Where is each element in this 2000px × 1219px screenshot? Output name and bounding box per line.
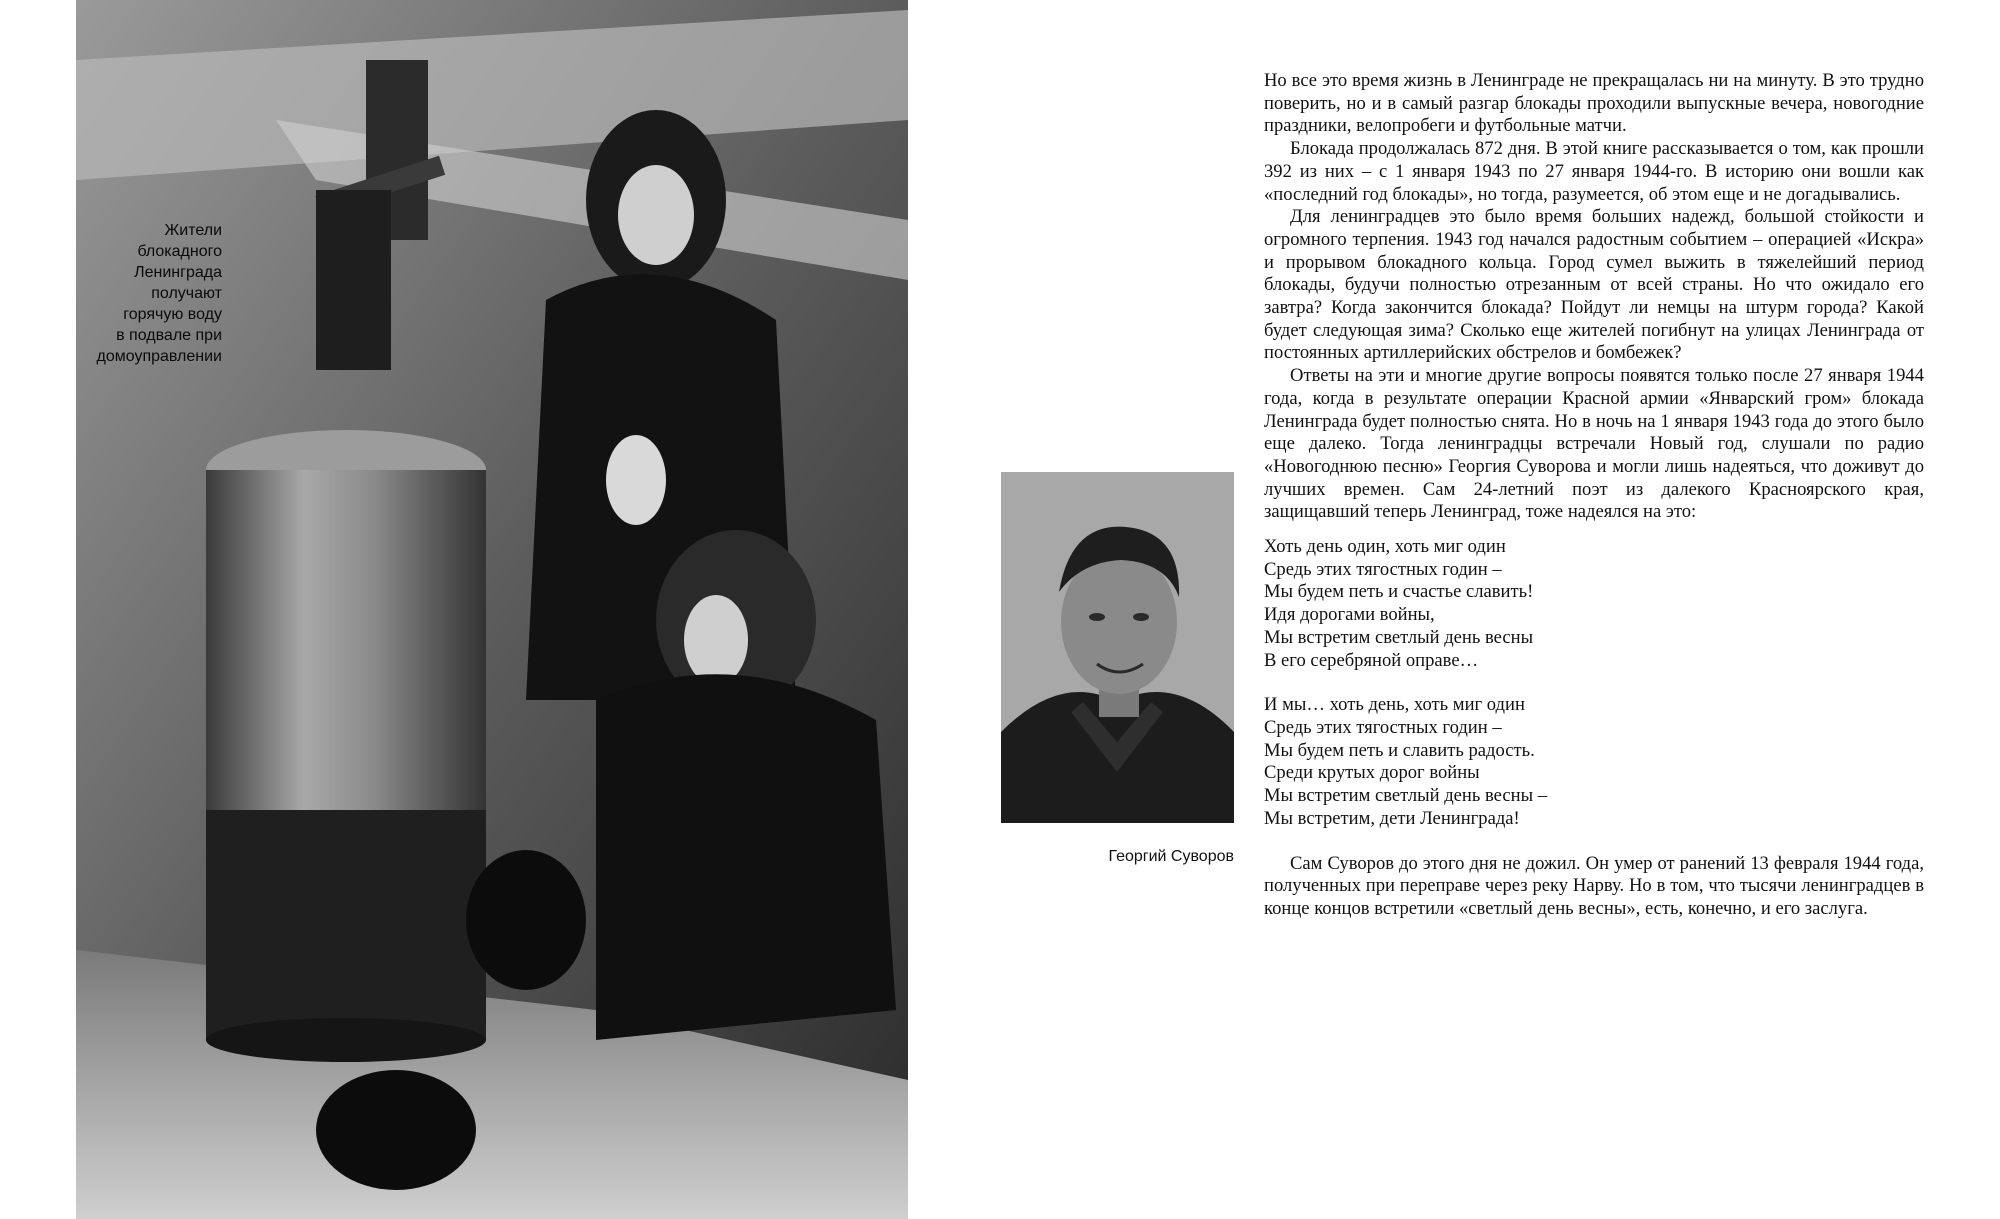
poem-line: Хоть день один, хоть миг один — [1264, 536, 1506, 558]
poem-stanza-2 — [1264, 694, 1924, 830]
paragraph: Но все это время жизнь в Ленинграде не прекращалась ни на минуту. В это трудно поверить, но и в самый разгар блокады проходили выпускные вечера, новогодние праздники, велопробеги и футбольные матчи. — [1264, 70, 1924, 137]
caption-line: блокадного — [137, 243, 222, 260]
portrait-illustration — [1001, 472, 1234, 823]
text-column — [1264, 70, 1924, 921]
poem-line: И мы… хоть день, хоть миг один — [1264, 694, 1525, 716]
poem-line: Мы встретим, дети Ленинграда! — [1264, 807, 1520, 829]
poem-line: Мы встретим светлый день весны – — [1264, 785, 1548, 807]
poem-stanza-1 — [1264, 536, 1924, 672]
main-photograph — [76, 0, 908, 1219]
caption-line: Жители — [164, 222, 222, 239]
caption-line: горячую воду — [123, 306, 222, 323]
caption-line: домоуправлении — [96, 348, 222, 365]
poem-line: Мы встретим светлый день весны — [1264, 626, 1534, 648]
caption-line: в подвале при — [116, 327, 222, 344]
poem-line: Средь этих тягостных годин – — [1264, 558, 1502, 580]
photo-illustration — [76, 0, 908, 1219]
caption-line: Ленинграда — [134, 264, 222, 281]
photo-caption — [0, 220, 222, 367]
caption-line: получают — [151, 285, 222, 302]
poem-line: Идя дорогами войны, — [1264, 604, 1435, 626]
portrait-caption: Георгий Суворов — [1108, 848, 1234, 865]
poem-line: Мы будем петь и славить радость. — [1264, 739, 1535, 761]
poem-line: Мы будем петь и счастье славить! — [1264, 581, 1534, 603]
paragraph: Для ленинградцев это было время больших надежд, большой стойкости и огромного терпения. 1943 год начался радостным событием – операцией «Искра» и прорывом блокадного кольца. Город сумел выжить в тяжелейший период блокады, будучи полностью отрезанным от всей страны. Но что ожидало его завтра? Когда закончится блокада? Пойдут ли немцы на штурм города? Какой будет следующая зима? Сколько еще жителей погибнут на улицах Ленинграда от постоянных артиллерийских обстрелов и бомбежек? — [1264, 206, 1924, 364]
paragraph: Ответы на эти и многие другие вопросы появятся только после 27 января 1944 года, когда в результате операции Красной армии «Январский гром» блокада Ленинграда будет полностью снята. Но в ночь на 1 января 1943 года до этого было еще далеко. Тогда ленинградцы встречали Новый год, слушали по радио «Новогоднюю песню» Георгия Суворова и могли лишь надеяться, что доживут до лучших времен. Сам 24-летний поэт из далекого Красноярского края, защищавший теперь Ленинград, тоже надеялся на это: — [1264, 365, 1924, 523]
poem-line: Средь этих тягостных годин – — [1264, 716, 1502, 738]
paragraph: Блокада продолжалась 872 дня. В этой книге рассказывается о том, как прошли 392 из них – с 1 января 1943 по 27 января 1944-го. В историю они вошли как «последний год блокады», но тогда, разумеется, об этом еще и не догадывались. — [1264, 138, 1924, 205]
poem-line: Среди крутых дорог войны — [1264, 762, 1480, 784]
closing-paragraph: Сам Суворов до этого дня не дожил. Он умер от ранений 13 февраля 1944 года, полученных при переправе через реку Нарву. Но в том, что тысячи ленинградцев в конце концов встретили «светлый день весны», есть, конечно, и его заслуга. — [1264, 852, 1924, 919]
poem-line: В его серебряной оправе… — [1264, 649, 1479, 671]
portrait-photo — [1001, 472, 1234, 823]
